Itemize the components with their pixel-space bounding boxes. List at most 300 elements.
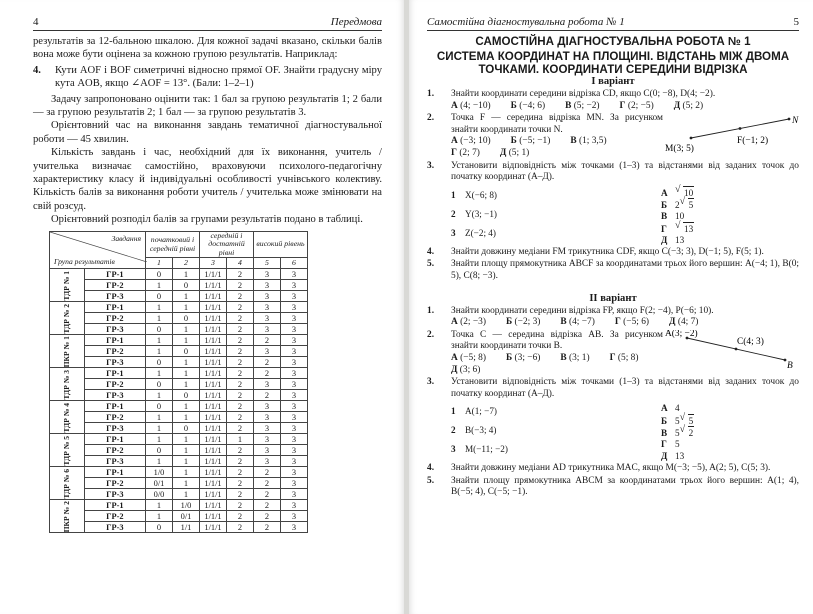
answer-option <box>615 317 659 329</box>
left-page <box>0 0 404 614</box>
paragraph: Орієнтовний час на виконання завдань тематичної діагностувальної роботи — 45 хвилин. <box>33 120 382 145</box>
score-cell: 3 <box>281 346 308 357</box>
result-group-cell: ГР-1 <box>84 434 145 445</box>
matching-block <box>451 402 799 462</box>
score-cell: 0/0 <box>146 489 173 500</box>
table-row <box>50 313 308 324</box>
score-cell: 0/1 <box>173 511 200 522</box>
table-row <box>50 357 308 368</box>
answer-option <box>451 136 501 148</box>
score-cell: 1 <box>146 302 173 313</box>
task-number: 3. <box>427 377 435 388</box>
work-label: ТДР № 2 <box>62 303 72 334</box>
score-cell: 1/1/1 <box>200 489 227 500</box>
score-cell: 3 <box>281 522 308 533</box>
table-row <box>50 489 308 500</box>
score-cell: 2 <box>227 500 254 511</box>
task-1 <box>427 89 799 112</box>
score-cell: 2 <box>227 379 254 390</box>
distance-radicand: √ 5 <box>688 414 695 427</box>
work-label-cell <box>50 467 85 500</box>
match-point-text: Z(−2; 4) <box>465 227 496 238</box>
score-cell: 0/1 <box>146 478 173 489</box>
match-distance <box>661 222 694 234</box>
score-cell: 1/0 <box>146 467 173 478</box>
task-number: 5. <box>427 475 435 486</box>
work-label-cell <box>50 401 85 434</box>
task-number: 4. <box>427 463 435 474</box>
score-cell: 1/1/1 <box>200 423 227 434</box>
table-row <box>50 445 308 456</box>
option-letter: Д <box>673 100 681 111</box>
match-distance <box>661 234 694 246</box>
level-header: середній і достатній рівні <box>200 231 254 258</box>
result-group-cell: ГР-3 <box>84 423 145 434</box>
distance-radicand: √ 10 <box>683 186 694 199</box>
distance-coef: 5 <box>675 428 680 439</box>
table-row <box>50 346 308 357</box>
score-cell: 3 <box>254 412 281 423</box>
score-cell: 3 <box>254 269 281 280</box>
answer-option <box>610 353 649 365</box>
score-cell: 1 <box>173 335 200 346</box>
score-cell: 2 <box>254 467 281 478</box>
score-cell: 2 <box>227 346 254 357</box>
option-letter: Б <box>510 136 517 147</box>
segment-figure <box>663 113 799 159</box>
table-corner-header <box>50 231 146 269</box>
option-value: (3; −6) <box>514 352 541 363</box>
option-letter: Г <box>619 100 626 111</box>
work-label: ТДР № 5 <box>62 435 72 466</box>
segment-figure <box>663 330 799 376</box>
match-distance <box>661 438 694 450</box>
score-cell: 2 <box>227 401 254 412</box>
score-cell: 1 <box>146 390 173 401</box>
task-number: 4. <box>33 64 41 76</box>
match-letter: В <box>661 210 668 221</box>
table-row <box>50 478 308 489</box>
option-letter: В <box>570 136 577 147</box>
score-cell: 2 <box>254 500 281 511</box>
table-row <box>50 434 308 445</box>
match-distance <box>661 414 694 426</box>
answer-option <box>560 353 599 365</box>
option-value: (−5; −1) <box>519 136 551 147</box>
score-cell: 1 <box>173 401 200 412</box>
score-cell: 1 <box>173 302 200 313</box>
match-distance <box>661 450 694 462</box>
score-cell: 3 <box>254 346 281 357</box>
result-group-cell: ГР-2 <box>84 511 145 522</box>
work-title: САМОСТІЙНА ДІАГНОСТУВАЛЬНА РОБОТА № 1 <box>475 35 751 48</box>
distance-radicand: √ 5 <box>688 198 695 211</box>
match-letter: Г <box>661 439 667 450</box>
answer-options <box>451 353 663 376</box>
score-cell: 3 <box>281 324 308 335</box>
score-cell: 1/1/1 <box>200 522 227 533</box>
distance-radicand: √ 13 <box>683 222 694 235</box>
running-head-title: Передмова <box>330 16 382 28</box>
option-letter: В <box>565 100 572 111</box>
page-number: 5 <box>793 16 799 28</box>
score-cell: 2 <box>227 456 254 467</box>
score-cell: 3 <box>254 379 281 390</box>
score-cell: 1 <box>173 489 200 500</box>
option-letter: Д <box>669 317 676 328</box>
variant-heading: I варіант <box>591 76 635 87</box>
option-value: (−2; 3) <box>514 317 541 328</box>
score-cell: 3 <box>281 368 308 379</box>
header-group: Група результатів <box>54 257 115 267</box>
running-head-title: Самостійна діагностувальна робота № 1 <box>427 16 625 28</box>
score-cell: 2 <box>254 489 281 500</box>
score-cell: 3 <box>281 291 308 302</box>
table-row <box>50 302 308 313</box>
match-point-text: Y(3; −1) <box>465 208 497 219</box>
distance-coef: 10 <box>675 210 685 221</box>
option-letter: В <box>560 352 567 363</box>
work-label: ПКР № 2 <box>62 500 72 533</box>
task-number: 1. <box>427 89 435 99</box>
score-cell: 1 <box>146 335 173 346</box>
score-cell: 0 <box>146 324 173 335</box>
work-label-cell <box>50 302 85 335</box>
score-cell: 1 <box>227 434 254 445</box>
task-text: Установити відповідність між точками (1–3) та відстанями від заданих точок до початку координат (А–Д). <box>451 160 799 183</box>
match-distance <box>661 402 694 414</box>
match-letter: В <box>661 428 668 439</box>
task-text: Точка C — середина відрізка AB. За рисунком знайти координати точки B. <box>451 329 663 352</box>
answer-option <box>451 101 501 113</box>
score-cell: 1 <box>173 357 200 368</box>
work-subtitle: СИСТЕМА КООРДИНАТ НА ПЛОЩИНІ. ВІДСТАНЬ МІЖ ДВОМА ТОЧКАМИ. КООРДИНАТИ СЕРЕДИНИ ВІДРІЗКА <box>436 50 790 76</box>
score-cell: 2 <box>227 412 254 423</box>
task-column-header: 2 <box>173 258 200 269</box>
score-cell: 1/1/1 <box>200 357 227 368</box>
score-cell: 1 <box>173 412 200 423</box>
match-letter: А <box>661 403 668 414</box>
result-group-cell: ГР-1 <box>84 302 145 313</box>
right-running-head <box>427 16 799 31</box>
result-group-cell: ГР-3 <box>84 489 145 500</box>
score-cell: 3 <box>254 456 281 467</box>
result-group-cell: ГР-3 <box>84 357 145 368</box>
answer-option <box>511 136 561 148</box>
match-number: 1 <box>451 189 456 200</box>
task-text: Кути AOF і BOF симетричні відносно прямої OF. Знайти градусну міру кута AOB, якщо ∠AOF = 13°. (Бали: 1–2–1) <box>55 64 382 90</box>
score-cell: 1/1/1 <box>200 478 227 489</box>
score-cell: 0 <box>173 313 200 324</box>
answer-option <box>451 353 496 365</box>
distance-coef: 5 <box>675 439 680 450</box>
distance-coef: 5 <box>675 416 680 427</box>
work-label: ТДР № 3 <box>62 369 72 400</box>
score-cell: 1/1/1 <box>200 401 227 412</box>
score-cell: 2 <box>227 511 254 522</box>
task-column-header: 4 <box>227 258 254 269</box>
option-letter: Г <box>609 352 616 363</box>
task-number: 1. <box>427 305 435 316</box>
score-cell: 2 <box>227 335 254 346</box>
score-cell: 1 <box>173 456 200 467</box>
match-letter: Д <box>661 451 668 462</box>
score-cell: 2 <box>227 522 254 533</box>
option-value: (4; 7) <box>677 317 699 328</box>
score-cell: 2 <box>227 357 254 368</box>
work-label: ПКР № 1 <box>62 335 72 368</box>
task-number: 4. <box>427 246 435 257</box>
table-row <box>50 456 308 467</box>
table-row <box>50 412 308 423</box>
point-M-label: M(3; 5) <box>665 144 694 155</box>
score-cell: 3 <box>281 269 308 280</box>
table-row <box>50 269 308 280</box>
match-letter: А <box>661 187 668 198</box>
answer-option <box>451 148 490 160</box>
table-row <box>50 467 308 478</box>
score-cell: 1 <box>146 511 173 522</box>
score-cell: 0 <box>146 291 173 302</box>
score-cell: 2 <box>227 390 254 401</box>
work-label-cell <box>50 269 85 302</box>
result-group-cell: ГР-3 <box>84 456 145 467</box>
score-cell: 3 <box>281 390 308 401</box>
score-cell: 2 <box>254 390 281 401</box>
score-cell: 1/1 <box>173 522 200 533</box>
result-group-cell: ГР-3 <box>84 291 145 302</box>
answer-options <box>451 317 799 329</box>
option-letter: А <box>451 136 458 147</box>
score-cell: 0 <box>173 280 200 291</box>
score-cell: 3 <box>281 302 308 313</box>
match-number: 1 <box>451 406 456 417</box>
result-group-cell: ГР-1 <box>84 401 145 412</box>
score-cell: 1/1/1 <box>200 379 227 390</box>
paragraph: результатів за 12-бальною шкалою. Для кожної задачі вказано, скільки балів вона може бути оцінена за кожною групою результатів. Наприклад: <box>33 36 382 61</box>
task-number: 2. <box>427 329 435 340</box>
score-cell: 1 <box>146 368 173 379</box>
result-group-cell: ГР-1 <box>84 500 145 511</box>
match-letter: Б <box>661 416 668 427</box>
score-cell: 1/1/1 <box>200 500 227 511</box>
point-N-label: N <box>792 116 799 127</box>
task-column-header: 5 <box>254 258 281 269</box>
score-cell: 0 <box>146 269 173 280</box>
score-cell: 3 <box>281 500 308 511</box>
score-cell: 1 <box>146 423 173 434</box>
score-cell: 3 <box>254 313 281 324</box>
answer-option <box>451 317 496 329</box>
score-cell: 3 <box>254 423 281 434</box>
table-row <box>50 280 308 291</box>
result-group-cell: ГР-1 <box>84 269 145 280</box>
score-cell: 1 <box>173 324 200 335</box>
result-group-cell: ГР-2 <box>84 445 145 456</box>
score-cell: 3 <box>254 280 281 291</box>
score-cell: 3 <box>281 511 308 522</box>
point-A-label: A(3; −2) <box>665 329 698 339</box>
option-value: (5; −2) <box>573 100 600 111</box>
score-cell: 0 <box>173 390 200 401</box>
score-cell: 1/1/1 <box>200 269 227 280</box>
score-cell: 3 <box>254 324 281 335</box>
score-cell: 3 <box>281 412 308 423</box>
option-value: (2; −3) <box>460 317 486 328</box>
score-cell: 3 <box>254 445 281 456</box>
option-value: (2; −5) <box>627 100 654 111</box>
level-header: високий рівень <box>254 231 308 258</box>
score-cell: 2 <box>227 467 254 478</box>
match-point-text: B(−3; 4) <box>465 425 497 436</box>
task-text: Знайти площу прямокутника ABCM за координатами трьох його вершин: A(1; 4), B(−5; 4), C(−5; −1). <box>451 475 799 498</box>
score-cell: 3 <box>281 489 308 500</box>
score-distribution-table <box>49 231 308 534</box>
task-text: Знайти координати середини відрізка CD, якщо C(0; −8), D(4; −2). <box>451 89 716 99</box>
score-cell: 1 <box>146 500 173 511</box>
score-cell: 3 <box>281 456 308 467</box>
table-row <box>50 291 308 302</box>
option-letter: Г <box>451 147 457 158</box>
task-column-header: 6 <box>281 258 308 269</box>
score-cell: 1 <box>173 379 200 390</box>
work-label: ТДР № 1 <box>62 270 72 301</box>
score-cell: 1 <box>146 313 173 324</box>
option-letter: Б <box>505 317 513 328</box>
score-cell: 2 <box>227 269 254 280</box>
option-value: (3; 1) <box>569 352 590 363</box>
score-cell: 1/1/1 <box>200 280 227 291</box>
right-page <box>409 0 813 614</box>
work-label: ТДР № 4 <box>62 402 72 433</box>
score-cell: 2 <box>227 280 254 291</box>
score-cell: 1/1/1 <box>200 335 227 346</box>
task-column-header: 3 <box>200 258 227 269</box>
option-letter: Д <box>451 364 458 375</box>
paragraph: Кількість завдань і час, необхідний для їх виконання, учитель / учителька визначає самостійно, враховуючи психолого-педагогічну характеристику класу й індивідуальні особливості учнівського колективу. Кількість балів за виконання роботи учитель / учителька може змінювати на свій розсуд. <box>33 147 382 212</box>
score-cell: 1 <box>173 291 200 302</box>
task-3 <box>427 161 799 184</box>
score-cell: 0 <box>146 522 173 533</box>
option-letter: А <box>451 352 458 363</box>
result-group-cell: ГР-2 <box>84 379 145 390</box>
score-cell: 1 <box>173 434 200 445</box>
table-row <box>50 511 308 522</box>
task-number: 2. <box>427 113 435 124</box>
match-point <box>451 205 661 224</box>
score-cell: 0 <box>173 423 200 434</box>
answer-option <box>565 101 609 113</box>
score-cell: 1/1/1 <box>200 291 227 302</box>
table-row <box>50 423 308 434</box>
score-cell: 3 <box>254 401 281 412</box>
score-cell: 1 <box>173 445 200 456</box>
match-distance <box>661 426 694 438</box>
task-2 <box>427 330 799 376</box>
score-cell: 1/1/1 <box>200 324 227 335</box>
match-point <box>451 421 661 440</box>
score-cell: 1/1/1 <box>200 434 227 445</box>
match-point <box>451 224 661 243</box>
option-value: (−3; 10) <box>460 136 491 147</box>
result-group-cell: ГР-2 <box>84 478 145 489</box>
score-cell: 3 <box>281 478 308 489</box>
match-letter: Б <box>661 199 668 210</box>
answer-option <box>674 101 713 113</box>
task-number: 5. <box>427 259 435 270</box>
score-cell: 2 <box>227 489 254 500</box>
score-cell: 2 <box>254 478 281 489</box>
score-cell: 1 <box>173 368 200 379</box>
score-cell: 1 <box>146 412 173 423</box>
option-value: (5; 8) <box>617 352 639 363</box>
score-cell: 3 <box>281 335 308 346</box>
distance-radicand: √ 2 <box>688 426 695 439</box>
score-cell: 1 <box>173 269 200 280</box>
score-cell: 1/1/1 <box>200 456 227 467</box>
result-group-cell: ГР-2 <box>84 313 145 324</box>
answer-option <box>669 317 708 329</box>
score-cell: 3 <box>281 401 308 412</box>
result-group-cell: ГР-3 <box>84 390 145 401</box>
match-point-text: X(−6; 8) <box>465 189 497 200</box>
score-cell: 3 <box>254 291 281 302</box>
point-C-label: C(4; 3) <box>737 336 764 347</box>
task-number: 3. <box>427 160 435 171</box>
task-text: Знайти координати середини відрізка FP, якщо F(2; −4), P(−6; 10). <box>451 305 714 316</box>
answer-options <box>451 101 799 113</box>
option-letter: Б <box>510 100 517 111</box>
option-value: (4; −10) <box>460 100 491 111</box>
task-text: Точка F — середина відрізка MN. За рисунком знайти координати точки N. <box>451 113 663 135</box>
result-group-cell: ГР-3 <box>84 522 145 533</box>
matching-block <box>451 186 799 246</box>
table-row <box>50 368 308 379</box>
task-5 <box>427 476 799 499</box>
score-cell: 2 <box>227 291 254 302</box>
table-row <box>50 324 308 335</box>
score-cell: 2 <box>254 357 281 368</box>
score-cell: 1/1/1 <box>200 412 227 423</box>
match-number: 3 <box>451 227 456 238</box>
score-cell: 0 <box>146 357 173 368</box>
score-cell: 2 <box>227 368 254 379</box>
table-row <box>50 500 308 511</box>
task-5 <box>427 259 799 282</box>
score-cell: 1/0 <box>173 500 200 511</box>
distance-coef: 13 <box>675 234 685 245</box>
score-cell: 2 <box>227 324 254 335</box>
match-letter: Г <box>661 223 667 234</box>
score-cell: 3 <box>281 379 308 390</box>
score-cell: 2 <box>227 445 254 456</box>
table-row <box>50 379 308 390</box>
score-cell: 3 <box>281 467 308 478</box>
score-cell: 0 <box>173 346 200 357</box>
score-cell: 2 <box>227 423 254 434</box>
option-value: (5; 1) <box>508 147 530 158</box>
score-cell: 1/1/1 <box>200 467 227 478</box>
task-text: Знайти площу прямокутника ABCF за координатами трьох його вершин: A(−4; 1), B(0; 5), C(8; −3). <box>451 259 799 281</box>
page-number: 4 <box>33 16 39 28</box>
table-row <box>50 390 308 401</box>
score-cell: 2 <box>254 522 281 533</box>
point-F-label: F(−1; 2) <box>737 136 769 147</box>
answer-option <box>506 317 550 329</box>
score-cell: 1/1/1 <box>200 390 227 401</box>
answer-options <box>451 136 663 159</box>
result-group-cell: ГР-1 <box>84 335 145 346</box>
